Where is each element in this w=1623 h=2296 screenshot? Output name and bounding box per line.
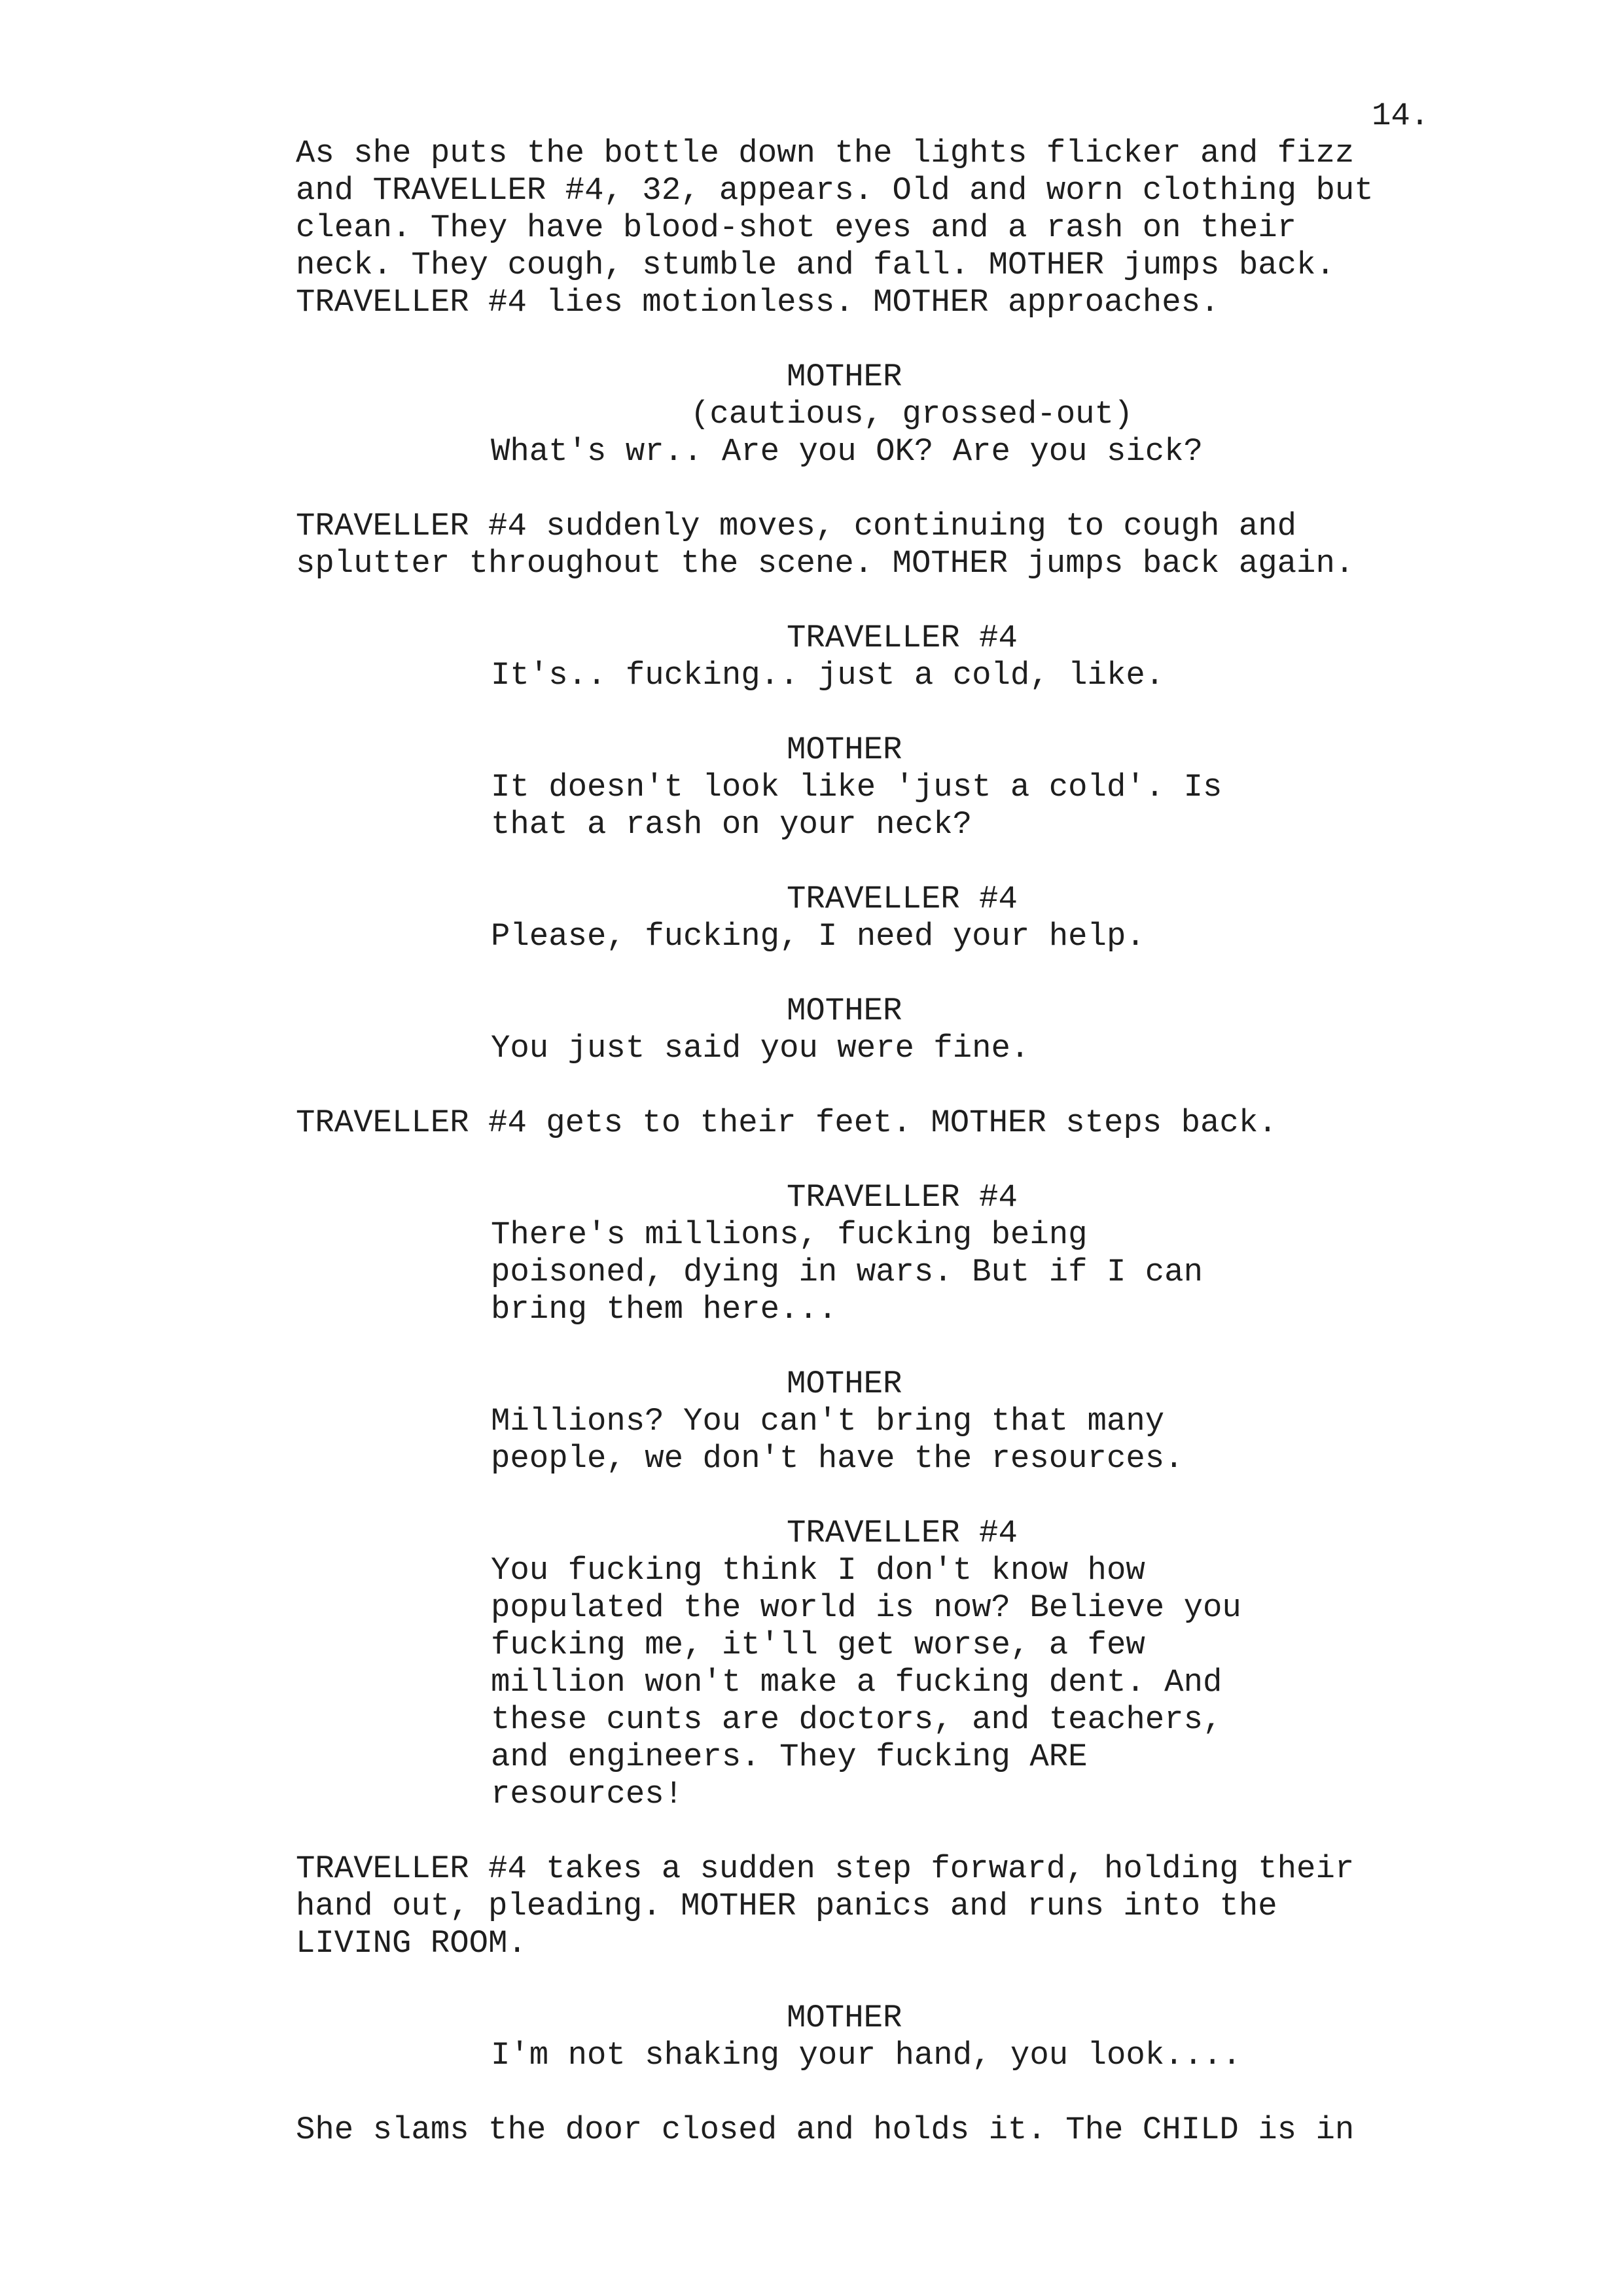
dialogue-line: people, we don't have the resources. [491, 1440, 1184, 1477]
parenthetical: (cautious, grossed-out) [690, 396, 1133, 433]
dialogue-line: these cunts are doctors, and teachers, [491, 1701, 1222, 1738]
character-name: TRAVELLER #4 [787, 620, 1018, 656]
action-block [296, 135, 1461, 321]
action-line: neck. They cough, stumble and fall. MOTHER jumps back. [296, 247, 1335, 283]
dialogue-block [296, 2000, 1461, 2074]
character-name: MOTHER [787, 993, 902, 1029]
character-name: MOTHER [787, 732, 902, 768]
dialogue-line: bring them here... [491, 1291, 838, 1328]
dialogue-block [296, 620, 1461, 694]
action-block [296, 1104, 1461, 1142]
dialogue-line: I'm not shaking your hand, you look.... [491, 2037, 1241, 2074]
dialogue-line: million won't make a fucking dent. And [491, 1664, 1222, 1701]
action-line: clean. They have blood-shot eyes and a rash on their [296, 209, 1297, 246]
dialogue-block [296, 1366, 1461, 1477]
action-line: TRAVELLER #4 gets to their feet. MOTHER steps back. [296, 1104, 1277, 1141]
script-body [296, 135, 1461, 2186]
dialogue-line: poisoned, dying in wars. But if I can [491, 1254, 1203, 1290]
action-block [296, 508, 1461, 582]
dialogue-line: There's millions, fucking being [491, 1216, 1088, 1253]
action-line: TRAVELLER #4 takes a sudden step forward, holding their [296, 1850, 1355, 1887]
dialogue-block [296, 1515, 1461, 1813]
dialogue-line: that a rash on your neck? [491, 806, 972, 843]
dialogue-line: resources! [491, 1776, 684, 1812]
dialogue-line: It's.. fucking.. just a cold, like. [491, 657, 1165, 694]
dialogue-block [296, 1179, 1461, 1328]
dialogue-line: Please, fucking, I need your help. [491, 918, 1145, 955]
action-line: splutter throughout the scene. MOTHER jumps back again. [296, 545, 1355, 582]
page-number: 14. [1372, 97, 1430, 134]
action-line: TRAVELLER #4 lies motionless. MOTHER approaches. [296, 284, 1220, 321]
dialogue-block [296, 993, 1461, 1067]
dialogue-block [296, 881, 1461, 955]
dialogue-block [296, 359, 1461, 470]
action-block [296, 1850, 1461, 1962]
dialogue-line: You just said you were fine. [491, 1030, 1030, 1067]
character-name: MOTHER [787, 359, 902, 395]
action-line: She slams the door closed and holds it. The CHILD is in [296, 2111, 1355, 2148]
character-name: MOTHER [787, 1366, 902, 1402]
action-block [296, 2111, 1461, 2149]
dialogue-line: What's wr.. Are you OK? Are you sick? [491, 433, 1203, 470]
dialogue-line: It doesn't look like 'just a cold'. Is [491, 769, 1222, 805]
dialogue-line: populated the world is now? Believe you [491, 1589, 1241, 1626]
action-line: As she puts the bottle down the lights flicker and fizz [296, 135, 1355, 171]
action-line: and TRAVELLER #4, 32, appears. Old and worn clothing but [296, 172, 1374, 209]
action-line: TRAVELLER #4 suddenly moves, continuing to cough and [296, 508, 1297, 544]
character-name: TRAVELLER #4 [787, 1515, 1018, 1551]
dialogue-line: fucking me, it'll get worse, a few [491, 1627, 1145, 1663]
action-line: LIVING ROOM. [296, 1925, 527, 1962]
dialogue-block [296, 732, 1461, 843]
dialogue-line: You fucking think I don't know how [491, 1552, 1145, 1589]
character-name: TRAVELLER #4 [787, 1179, 1018, 1216]
character-name: MOTHER [787, 2000, 902, 2036]
dialogue-line: and engineers. They fucking ARE [491, 1739, 1088, 1775]
action-line: hand out, pleading. MOTHER panics and runs into the [296, 1888, 1277, 1924]
dialogue-line: Millions? You can't bring that many [491, 1403, 1165, 1439]
character-name: TRAVELLER #4 [787, 881, 1018, 917]
